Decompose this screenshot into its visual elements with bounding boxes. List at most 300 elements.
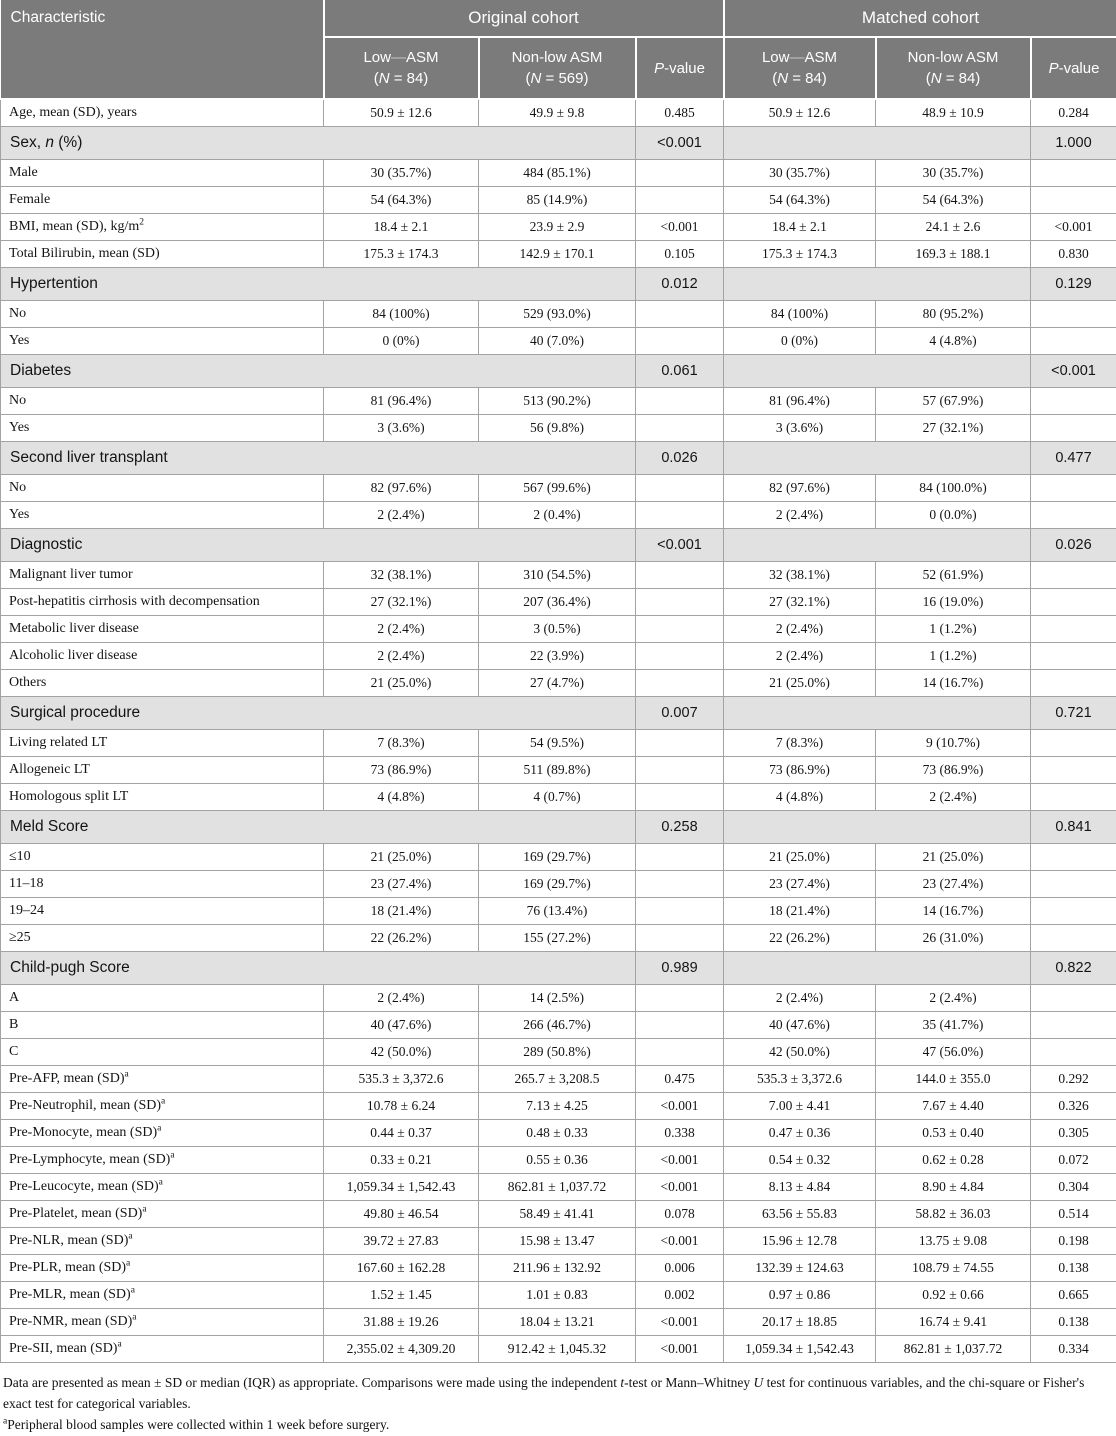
table-row [1, 160, 1116, 187]
value-cell: 7 (8.3%) [724, 730, 876, 757]
table-row [1, 1228, 1116, 1255]
p-value-cell [1031, 871, 1116, 898]
p-value-cell: 0.485 [636, 99, 724, 127]
p-value-cell [636, 985, 724, 1012]
table-row [1, 1039, 1116, 1066]
value-cell: 54 (64.3%) [876, 187, 1031, 214]
value-cell: 18.4 ± 2.1 [324, 214, 479, 241]
value-cell: 57 (67.9%) [876, 388, 1031, 415]
section-spacer [724, 529, 1031, 562]
value-cell: 14 (2.5%) [479, 985, 636, 1012]
value-cell: 40 (47.6%) [724, 1012, 876, 1039]
p-value-cell: 0.026 [1031, 529, 1116, 562]
table-row [1, 730, 1116, 757]
value-cell: 76 (13.4%) [479, 898, 636, 925]
row-label: Living related LT [1, 730, 324, 757]
table-row [1, 187, 1116, 214]
row-label: 11–18 [1, 871, 324, 898]
value-cell: 169.3 ± 188.1 [876, 241, 1031, 268]
value-cell: 73 (86.9%) [876, 757, 1031, 784]
value-cell: 54 (64.3%) [324, 187, 479, 214]
section-row [1, 529, 1116, 562]
column-header: Non-low ASM (N = 84) [876, 37, 1031, 99]
value-cell: 1,059.34 ± 1,542.43 [324, 1174, 479, 1201]
value-cell: 108.79 ± 74.55 [876, 1255, 1031, 1282]
value-cell: 63.56 ± 55.83 [724, 1201, 876, 1228]
value-cell: 73 (86.9%) [724, 757, 876, 784]
value-cell: 0.55 ± 0.36 [479, 1147, 636, 1174]
value-cell: 1 (1.2%) [876, 643, 1031, 670]
row-label: Pre-Platelet, mean (SD)$^a$ [1, 1201, 324, 1228]
value-cell: 3 (3.6%) [724, 415, 876, 442]
p-value-cell: <0.001 [1031, 355, 1116, 388]
value-cell: 32 (38.1%) [724, 562, 876, 589]
p-value-cell: 0.284 [1031, 99, 1116, 127]
value-cell: 0.48 ± 0.33 [479, 1120, 636, 1147]
p-value-cell [636, 589, 724, 616]
value-cell: 22 (26.2%) [324, 925, 479, 952]
matched-cohort-header: Matched cohort [724, 0, 1116, 37]
value-cell: 2 (2.4%) [876, 784, 1031, 811]
p-value-cell: <0.001 [1031, 214, 1116, 241]
table-row [1, 1066, 1116, 1093]
value-cell: 27 (32.1%) [324, 589, 479, 616]
p-value-cell [1031, 187, 1116, 214]
value-cell: 0.53 ± 0.40 [876, 1120, 1031, 1147]
value-cell: 4 (4.8%) [876, 328, 1031, 355]
value-cell: 1.52 ± 1.45 [324, 1282, 479, 1309]
table-row [1, 1012, 1116, 1039]
p-value-cell: 0.105 [636, 241, 724, 268]
row-label: Female [1, 187, 324, 214]
value-cell: 7 (8.3%) [324, 730, 479, 757]
row-label: No [1, 388, 324, 415]
p-value-cell: 0.006 [636, 1255, 724, 1282]
row-label: Post-hepatitis cirrhosis with decompensation [1, 589, 324, 616]
p-value-cell: 0.026 [636, 442, 724, 475]
row-label: C [1, 1039, 324, 1066]
row-label: Alcoholic liver disease [1, 643, 324, 670]
value-cell: 0 (0.0%) [876, 502, 1031, 529]
p-value-cell [636, 616, 724, 643]
value-cell: 31.88 ± 19.26 [324, 1309, 479, 1336]
p-value-cell [1031, 985, 1116, 1012]
value-cell: 4 (4.8%) [324, 784, 479, 811]
table-row [1, 214, 1116, 241]
section-label: Sex, n (%) [1, 127, 636, 160]
value-cell: 18 (21.4%) [324, 898, 479, 925]
p-value-cell [1031, 1039, 1116, 1066]
value-cell: 23 (27.4%) [324, 871, 479, 898]
table-row [1, 1147, 1116, 1174]
table-row [1, 670, 1116, 697]
p-value-cell [1031, 898, 1116, 925]
p-value-cell: 0.072 [1031, 1147, 1116, 1174]
table-row [1, 844, 1116, 871]
value-cell: 84 (100%) [724, 301, 876, 328]
table-row [1, 99, 1116, 127]
row-label: 19–24 [1, 898, 324, 925]
p-value-cell [636, 388, 724, 415]
section-row [1, 355, 1116, 388]
value-cell: 50.9 ± 12.6 [324, 99, 479, 127]
p-value-cell [1031, 784, 1116, 811]
p-value-cell: 0.514 [1031, 1201, 1116, 1228]
value-cell: 2 (0.4%) [479, 502, 636, 529]
section-label: Diabetes [1, 355, 636, 388]
value-cell: 39.72 ± 27.83 [324, 1228, 479, 1255]
p-value-cell: 0.830 [1031, 241, 1116, 268]
row-label: Total Bilirubin, mean (SD) [1, 241, 324, 268]
section-spacer [724, 442, 1031, 475]
p-value-cell [1031, 643, 1116, 670]
p-value-cell: 0.989 [636, 952, 724, 985]
table-row [1, 871, 1116, 898]
value-cell: 265.7 ± 3,208.5 [479, 1066, 636, 1093]
row-label: Pre-NLR, mean (SD)$^a$ [1, 1228, 324, 1255]
value-cell: 207 (36.4%) [479, 589, 636, 616]
table-row [1, 616, 1116, 643]
value-cell: 26 (31.0%) [876, 925, 1031, 952]
p-value-cell [636, 160, 724, 187]
p-value-cell: 0.475 [636, 1066, 724, 1093]
p-value-cell [636, 871, 724, 898]
value-cell: 2 (2.4%) [724, 616, 876, 643]
value-cell: 169 (29.7%) [479, 844, 636, 871]
value-cell: 535.3 ± 3,372.6 [324, 1066, 479, 1093]
p-value-cell [1031, 589, 1116, 616]
row-label: Malignant liver tumor [1, 562, 324, 589]
row-label: Allogeneic LT [1, 757, 324, 784]
table-row [1, 1309, 1116, 1336]
value-cell: 18 (21.4%) [724, 898, 876, 925]
value-cell: 21 (25.0%) [324, 670, 479, 697]
row-label: Others [1, 670, 324, 697]
p-value-cell [636, 643, 724, 670]
p-value-cell [1031, 670, 1116, 697]
value-cell: 266 (46.7%) [479, 1012, 636, 1039]
value-cell: 22 (26.2%) [724, 925, 876, 952]
value-cell: 21 (25.0%) [724, 670, 876, 697]
row-label: Pre-NMR, mean (SD)$^a$ [1, 1309, 324, 1336]
row-label: Male [1, 160, 324, 187]
value-cell: 15.96 ± 12.78 [724, 1228, 876, 1255]
value-cell: 1 (1.2%) [876, 616, 1031, 643]
p-value-cell: 0.012 [636, 268, 724, 301]
value-cell: 1,059.34 ± 1,542.43 [724, 1336, 876, 1363]
value-cell: 18.4 ± 2.1 [724, 214, 876, 241]
value-cell: 2 (2.4%) [724, 643, 876, 670]
section-row [1, 811, 1116, 844]
value-cell: 20.17 ± 18.85 [724, 1309, 876, 1336]
p-value-cell [636, 187, 724, 214]
row-label: Pre-Leucocyte, mean (SD)$^a$ [1, 1174, 324, 1201]
column-header: Low—ASM (N = 84) [324, 37, 479, 99]
value-cell: 535.3 ± 3,372.6 [724, 1066, 876, 1093]
p-value-cell [636, 784, 724, 811]
value-cell: 52 (61.9%) [876, 562, 1031, 589]
p-value-cell: 0.078 [636, 1201, 724, 1228]
p-value-cell: 0.338 [636, 1120, 724, 1147]
value-cell: 48.9 ± 10.9 [876, 99, 1031, 127]
p-value-cell: 0.822 [1031, 952, 1116, 985]
characteristic-header: Characteristic [1, 0, 324, 99]
value-cell: 82 (97.6%) [324, 475, 479, 502]
p-value-cell: 0.334 [1031, 1336, 1116, 1363]
table-footnotes [0, 1363, 1116, 1436]
value-cell: 2 (2.4%) [324, 502, 479, 529]
p-value-cell: 0.007 [636, 697, 724, 730]
section-row [1, 268, 1116, 301]
p-value-cell: 0.477 [1031, 442, 1116, 475]
value-cell: 42 (50.0%) [324, 1039, 479, 1066]
value-cell: 567 (99.6%) [479, 475, 636, 502]
p-value-cell: <0.001 [636, 127, 724, 160]
p-value-cell [636, 670, 724, 697]
value-cell: 511 (89.8%) [479, 757, 636, 784]
column-header: Low—ASM (N = 84) [724, 37, 876, 99]
value-cell: 155 (27.2%) [479, 925, 636, 952]
table-row [1, 1201, 1116, 1228]
value-cell: 15.98 ± 13.47 [479, 1228, 636, 1255]
row-label: Homologous split LT [1, 784, 324, 811]
value-cell: 54 (64.3%) [724, 187, 876, 214]
table-row [1, 784, 1116, 811]
p-value-cell [1031, 844, 1116, 871]
section-label: Diagnostic [1, 529, 636, 562]
section-label: Second liver transplant [1, 442, 636, 475]
p-value-cell: <0.001 [636, 214, 724, 241]
value-cell: 0 (0%) [324, 328, 479, 355]
value-cell: 0.97 ± 0.86 [724, 1282, 876, 1309]
value-cell: 14 (16.7%) [876, 898, 1031, 925]
p-value-cell [636, 415, 724, 442]
p-value-cell: <0.001 [636, 1093, 724, 1120]
value-cell: 21 (25.0%) [324, 844, 479, 871]
value-cell: 30 (35.7%) [876, 160, 1031, 187]
value-cell: 7.00 ± 4.41 [724, 1093, 876, 1120]
p-value-cell [1031, 415, 1116, 442]
p-value-cell [636, 844, 724, 871]
value-cell: 35 (41.7%) [876, 1012, 1031, 1039]
p-value-cell: 0.129 [1031, 268, 1116, 301]
row-label: ≥25 [1, 925, 324, 952]
value-cell: 30 (35.7%) [724, 160, 876, 187]
p-value-cell [1031, 502, 1116, 529]
value-cell: 82 (97.6%) [724, 475, 876, 502]
table-row [1, 898, 1116, 925]
row-label: Pre-AFP, mean (SD)$^a$ [1, 1066, 324, 1093]
table-row [1, 985, 1116, 1012]
p-value-cell [1031, 388, 1116, 415]
row-label: Yes [1, 328, 324, 355]
section-row [1, 442, 1116, 475]
p-value-cell [1031, 925, 1116, 952]
p-value-cell: <0.001 [636, 529, 724, 562]
value-cell: 49.80 ± 46.54 [324, 1201, 479, 1228]
value-cell: 49.9 ± 9.8 [479, 99, 636, 127]
value-cell: 80 (95.2%) [876, 301, 1031, 328]
p-value-cell [1031, 475, 1116, 502]
value-cell: 2,355.02 ± 4,309.20 [324, 1336, 479, 1363]
p-value-cell [1031, 616, 1116, 643]
p-value-cell: 0.061 [636, 355, 724, 388]
section-label: Child-pugh Score [1, 952, 636, 985]
value-cell: 4 (4.8%) [724, 784, 876, 811]
value-cell: 2 (2.4%) [324, 616, 479, 643]
p-value-cell: <0.001 [636, 1174, 724, 1201]
value-cell: 144.0 ± 355.0 [876, 1066, 1031, 1093]
p-value-cell: <0.001 [636, 1309, 724, 1336]
value-cell: 27 (32.1%) [876, 415, 1031, 442]
section-row [1, 697, 1116, 730]
value-cell: 85 (14.9%) [479, 187, 636, 214]
row-label: Pre-SII, mean (SD)$^a$ [1, 1336, 324, 1363]
value-cell: 0.92 ± 0.66 [876, 1282, 1031, 1309]
value-cell: 13.75 ± 9.08 [876, 1228, 1031, 1255]
original-cohort-header: Original cohort [324, 0, 724, 37]
value-cell: 132.39 ± 124.63 [724, 1255, 876, 1282]
value-cell: 7.13 ± 4.25 [479, 1093, 636, 1120]
value-cell: 21 (25.0%) [876, 844, 1031, 871]
value-cell: 23 (27.4%) [876, 871, 1031, 898]
value-cell: 40 (7.0%) [479, 328, 636, 355]
value-cell: 289 (50.8%) [479, 1039, 636, 1066]
section-row [1, 127, 1116, 160]
value-cell: 81 (96.4%) [324, 388, 479, 415]
value-cell: 167.60 ± 162.28 [324, 1255, 479, 1282]
group-header-row [1, 0, 1116, 37]
value-cell: 84 (100%) [324, 301, 479, 328]
section-label: Hypertention [1, 268, 636, 301]
p-value-cell [636, 1012, 724, 1039]
value-cell: 0.62 ± 0.28 [876, 1147, 1031, 1174]
table-header [1, 0, 1116, 99]
table-row [1, 589, 1116, 616]
p-value-cell: 0.292 [1031, 1066, 1116, 1093]
p-value-cell [636, 1039, 724, 1066]
value-cell: 513 (90.2%) [479, 388, 636, 415]
table-row [1, 1174, 1116, 1201]
p-value-cell: 0.138 [1031, 1255, 1116, 1282]
table-row [1, 1255, 1116, 1282]
p-value-cell: 0.305 [1031, 1120, 1116, 1147]
value-cell: 14 (16.7%) [876, 670, 1031, 697]
value-cell: 58.82 ± 36.03 [876, 1201, 1031, 1228]
value-cell: 18.04 ± 13.21 [479, 1309, 636, 1336]
value-cell: 1.01 ± 0.83 [479, 1282, 636, 1309]
section-spacer [724, 268, 1031, 301]
p-value-cell: 0.841 [1031, 811, 1116, 844]
row-label: Yes [1, 502, 324, 529]
table-row [1, 562, 1116, 589]
value-cell: 4 (0.7%) [479, 784, 636, 811]
value-cell: 32 (38.1%) [324, 562, 479, 589]
value-cell: 310 (54.5%) [479, 562, 636, 589]
row-label: Yes [1, 415, 324, 442]
value-cell: 529 (93.0%) [479, 301, 636, 328]
value-cell: 81 (96.4%) [724, 388, 876, 415]
value-cell: 7.67 ± 4.40 [876, 1093, 1031, 1120]
value-cell: 2 (2.4%) [324, 985, 479, 1012]
row-label: No [1, 475, 324, 502]
table-row [1, 1093, 1116, 1120]
value-cell: 16.74 ± 9.41 [876, 1309, 1031, 1336]
table-row [1, 388, 1116, 415]
row-label: Pre-Lymphocyte, mean (SD)$^a$ [1, 1147, 324, 1174]
table-row [1, 301, 1116, 328]
value-cell: 8.13 ± 4.84 [724, 1174, 876, 1201]
p-value-cell [636, 475, 724, 502]
p-value-cell [636, 562, 724, 589]
value-cell: 21 (25.0%) [724, 844, 876, 871]
column-header: P-value [636, 37, 724, 99]
table-row [1, 757, 1116, 784]
p-value-cell: <0.001 [636, 1228, 724, 1255]
value-cell: 40 (47.6%) [324, 1012, 479, 1039]
p-value-cell [1031, 730, 1116, 757]
value-cell: 8.90 ± 4.84 [876, 1174, 1031, 1201]
p-value-cell [636, 925, 724, 952]
row-label: Pre-Monocyte, mean (SD)$^a$ [1, 1120, 324, 1147]
value-cell: 47 (56.0%) [876, 1039, 1031, 1066]
p-value-cell [1031, 1012, 1116, 1039]
value-cell: 3 (0.5%) [479, 616, 636, 643]
p-value-cell [1031, 301, 1116, 328]
table-row [1, 502, 1116, 529]
section-spacer [724, 127, 1031, 160]
p-value-cell: <0.001 [636, 1147, 724, 1174]
p-value-cell [636, 502, 724, 529]
value-cell: 27 (4.7%) [479, 670, 636, 697]
value-cell: 27 (32.1%) [724, 589, 876, 616]
p-value-cell: 0.138 [1031, 1309, 1116, 1336]
section-spacer [724, 811, 1031, 844]
value-cell: 42 (50.0%) [724, 1039, 876, 1066]
section-spacer [724, 952, 1031, 985]
row-label: A [1, 985, 324, 1012]
table-row [1, 415, 1116, 442]
value-cell: 56 (9.8%) [479, 415, 636, 442]
p-value-cell: 0.665 [1031, 1282, 1116, 1309]
column-header: Non-low ASM (N = 569) [479, 37, 636, 99]
p-value-cell: 0.304 [1031, 1174, 1116, 1201]
column-header: P-value [1031, 37, 1116, 99]
table-row [1, 241, 1116, 268]
value-cell: 30 (35.7%) [324, 160, 479, 187]
section-label: Meld Score [1, 811, 636, 844]
value-cell: 175.3 ± 174.3 [724, 241, 876, 268]
p-value-cell: 0.258 [636, 811, 724, 844]
value-cell: 169 (29.7%) [479, 871, 636, 898]
p-value-cell [1031, 562, 1116, 589]
row-label: Age, mean (SD), years [1, 99, 324, 127]
value-cell: 23 (27.4%) [724, 871, 876, 898]
row-label: No [1, 301, 324, 328]
table-row [1, 1120, 1116, 1147]
p-value-cell: <0.001 [636, 1336, 724, 1363]
p-value-cell [636, 301, 724, 328]
p-value-cell: 0.326 [1031, 1093, 1116, 1120]
value-cell: 211.96 ± 132.92 [479, 1255, 636, 1282]
p-value-cell [1031, 328, 1116, 355]
row-label: Pre-MLR, mean (SD)$^a$ [1, 1282, 324, 1309]
table-row [1, 1282, 1116, 1309]
table-row [1, 328, 1116, 355]
row-label: ≤10 [1, 844, 324, 871]
section-spacer [724, 355, 1031, 388]
value-cell: 862.81 ± 1,037.72 [876, 1336, 1031, 1363]
